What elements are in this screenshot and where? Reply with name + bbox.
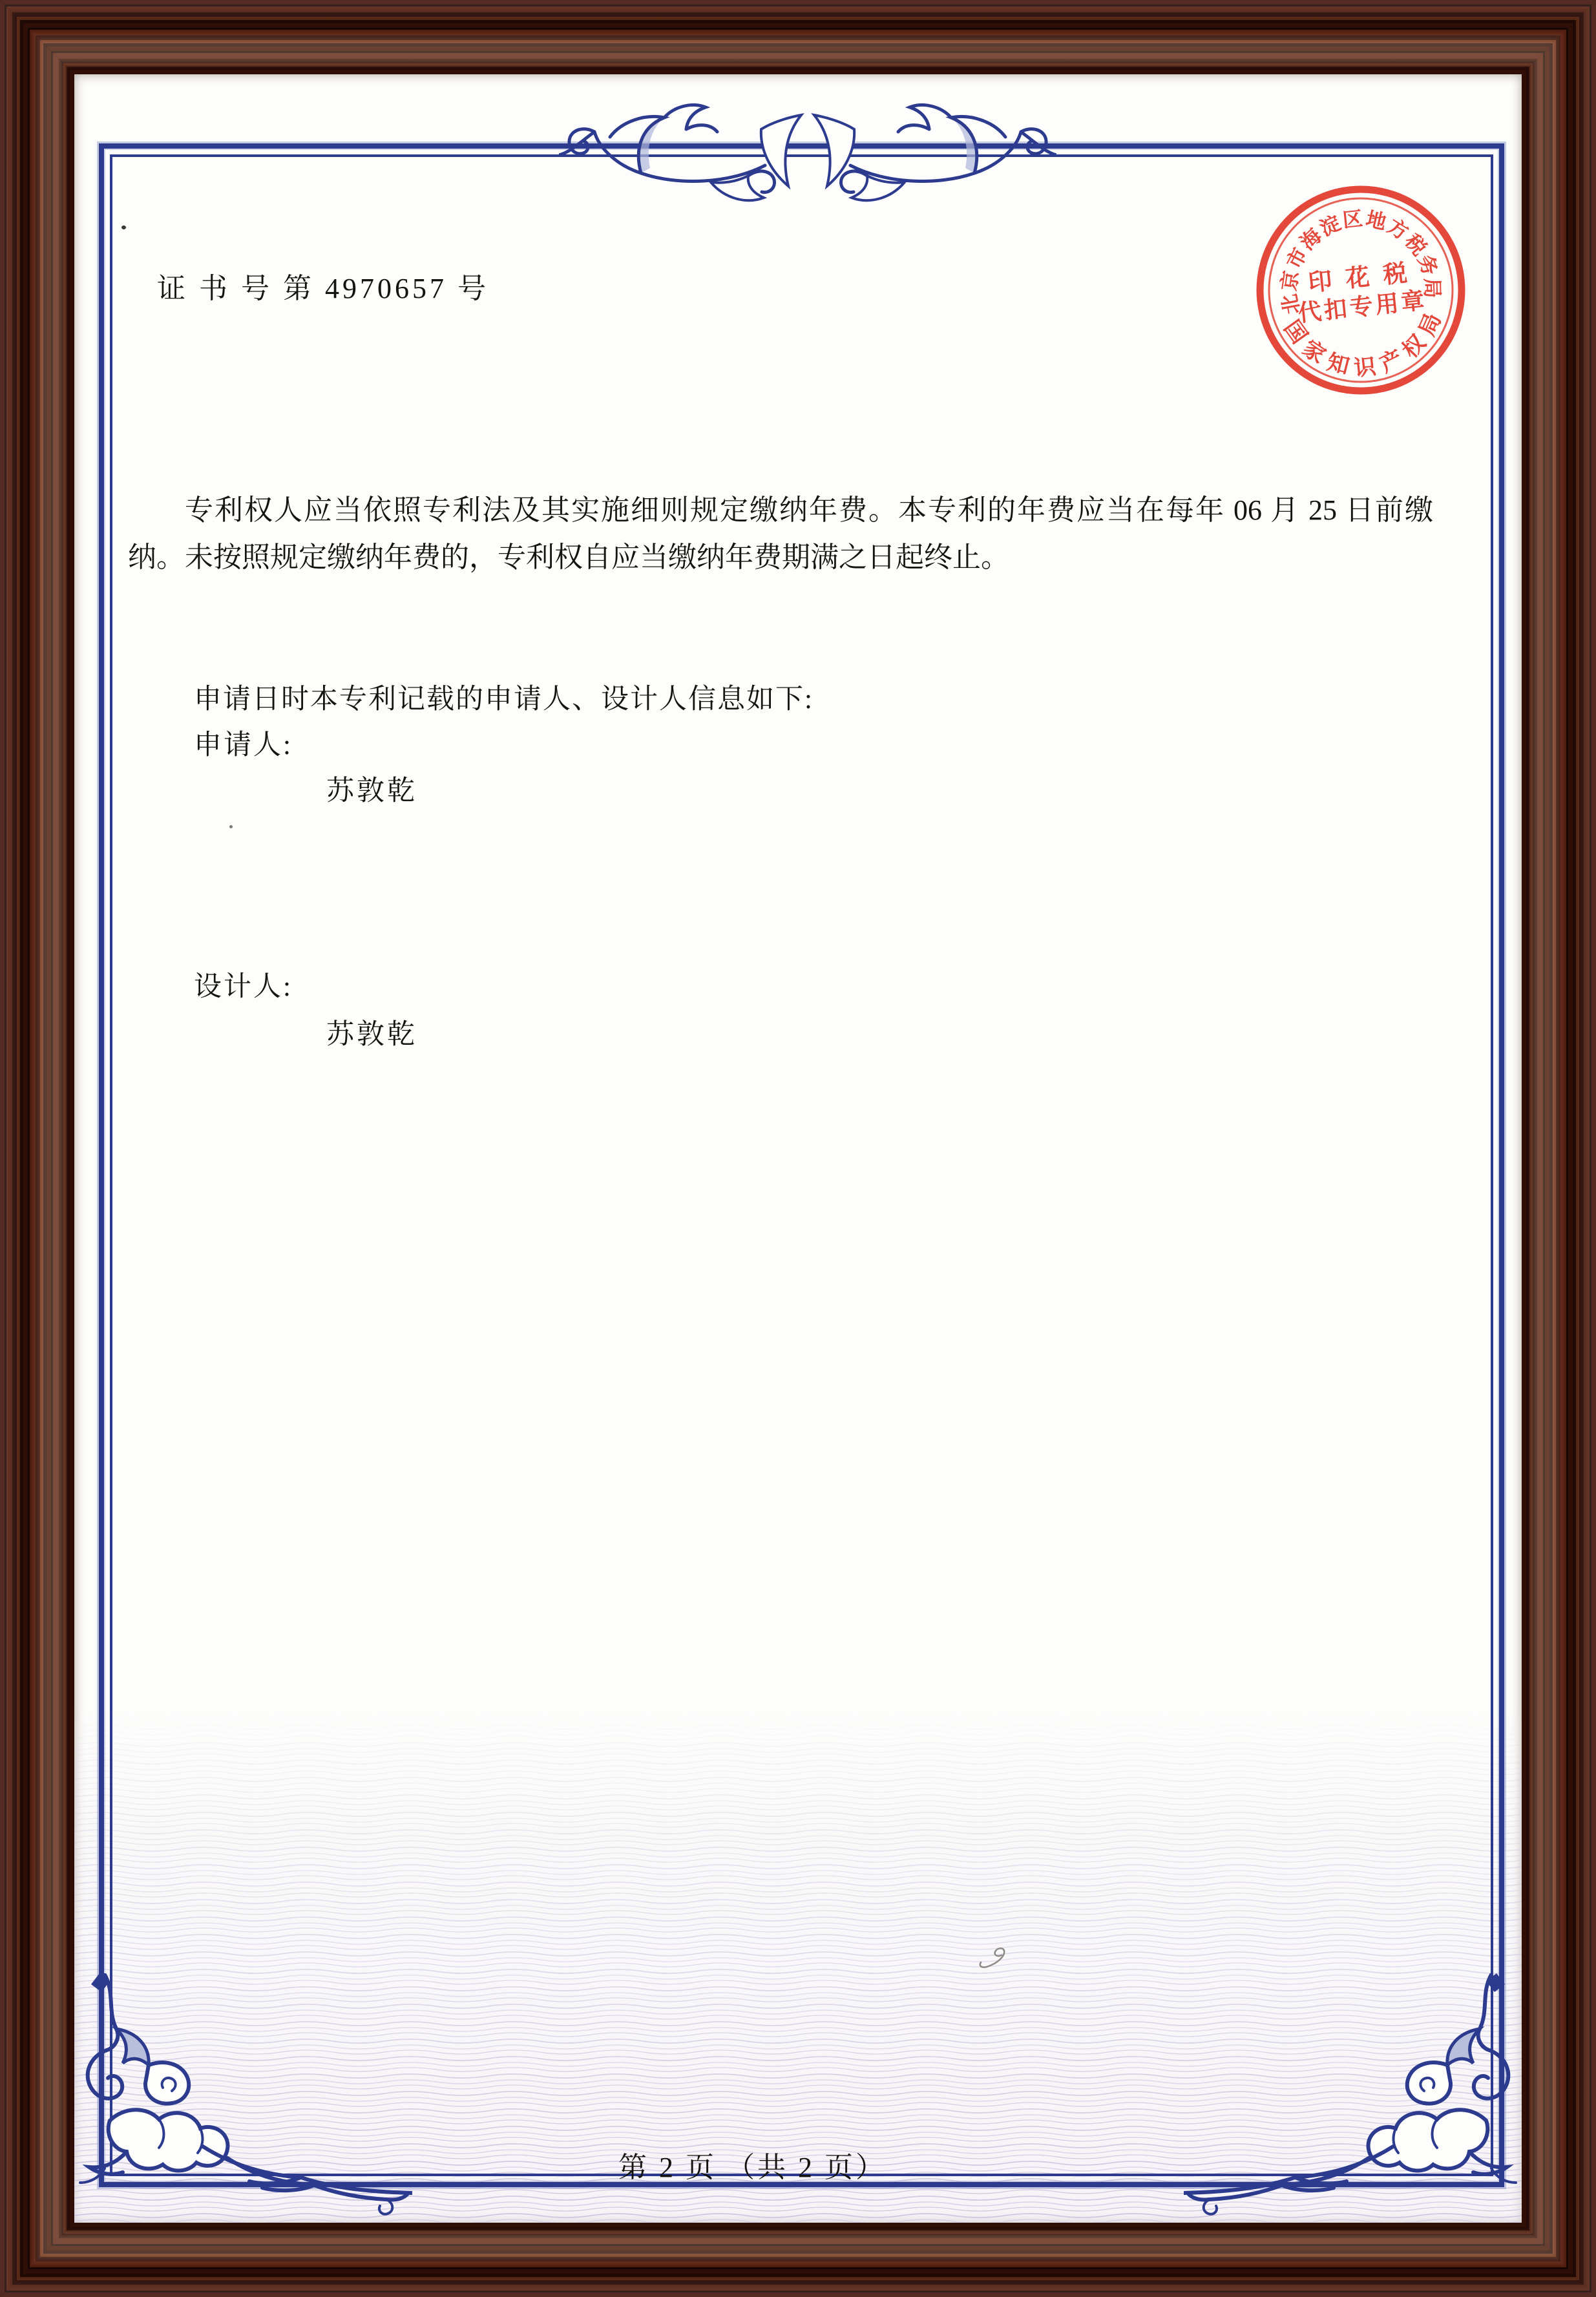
applicant-label: 申请人: bbox=[194, 730, 293, 760]
tax-stamp-seal bbox=[1251, 180, 1471, 400]
page-number-footer: 第 2 页 （共 2 页） bbox=[618, 2152, 887, 2183]
bottom-right-corner-ornament bbox=[1184, 1973, 1520, 2232]
stamp-center-line1: 印 花 税 bbox=[1307, 259, 1412, 297]
certificate-number: 证 书 号 第 4970657 号 bbox=[157, 273, 489, 304]
designer-name: 苏敦乾 bbox=[326, 1020, 417, 1050]
applicant-name: 苏敦乾 bbox=[326, 776, 417, 806]
stamp-center-line2: 代扣专用章 bbox=[1297, 287, 1429, 327]
pencil-squiggle-mark bbox=[976, 1942, 1014, 1971]
stamp-arc-bottom-text: 国家知识产权局 bbox=[1279, 302, 1449, 381]
stamp-arc-top-text: 北京市海淀区地方税务局 bbox=[1277, 207, 1444, 317]
bottom-left-corner-ornament bbox=[76, 1973, 412, 2232]
top-flourish-ornament bbox=[559, 103, 1056, 223]
frame-right bbox=[1522, 0, 1596, 2297]
frame-bottom bbox=[0, 2223, 1596, 2297]
frame-top bbox=[0, 0, 1596, 74]
scan-speck bbox=[229, 825, 233, 828]
annuity-paragraph: 专利权人应当依照专利法及其实施细则规定缴纳年费。本专利的年费应当在每年 06 月 25 日前缴纳。未按照规定缴纳年费的，专利权自应当缴纳年费期满之日起终止。 bbox=[128, 494, 1433, 573]
frame-left bbox=[0, 0, 74, 2297]
scan-speck bbox=[121, 226, 126, 229]
designer-label: 设计人: bbox=[194, 972, 293, 1002]
border-inner-rule bbox=[110, 154, 1493, 2176]
certificate-page bbox=[74, 74, 1522, 2223]
applicant-info-heading: 申请日时本专利记载的申请人、设计人信息如下: bbox=[194, 684, 814, 715]
